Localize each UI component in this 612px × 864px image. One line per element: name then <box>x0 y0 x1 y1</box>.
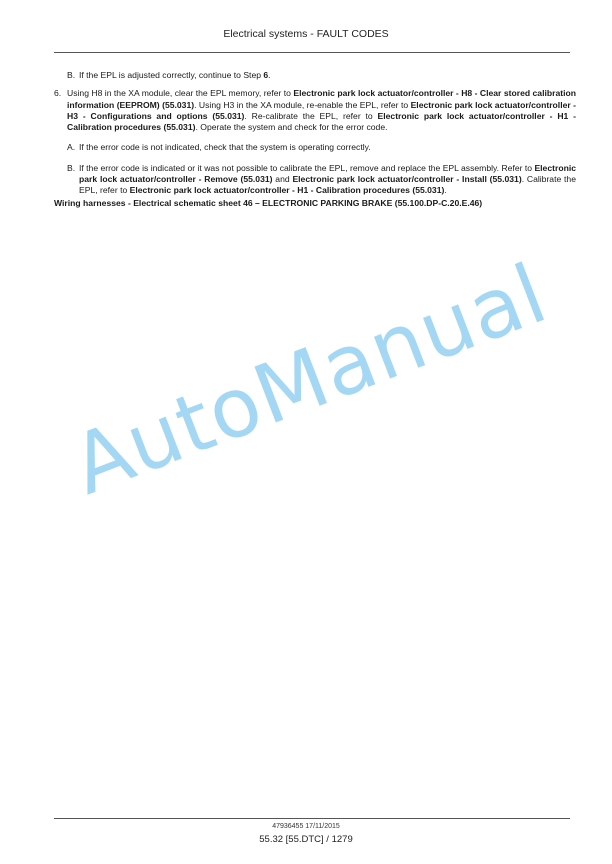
step-text: and <box>272 174 293 185</box>
step-text-end: . <box>268 70 271 80</box>
step-6b <box>54 163 576 197</box>
step-text: . <box>444 185 447 196</box>
watermark-logo: AutoManual <box>60 246 560 514</box>
step-text: . Operate the system and check for the error code. <box>195 122 388 133</box>
document-body <box>54 70 576 209</box>
step-text: . Re-calibrate the EPL, refer to <box>244 110 378 121</box>
procedure-link-h8[interactable]: Electronic park lock actuator/controller - H8 - Clear stored calibration information (EEPROM) (55.031) <box>67 88 576 110</box>
step-text: If the error code is indicated or it was not possible to calibrate the EPL, remove and replace the EPL assembly. Refer to <box>79 162 535 173</box>
step-text: Using H8 in the XA module, clear the EPL memory, refer to <box>67 88 294 99</box>
footer-divider <box>54 818 570 819</box>
step-text: If the EPL is adjusted correctly, continue to Step <box>79 70 264 80</box>
page-number: 55.32 [55.DTC] / 1279 <box>259 834 353 845</box>
step-marker: 6. <box>54 88 62 99</box>
step-6 <box>54 88 576 133</box>
step-marker: B. <box>67 70 76 80</box>
step-marker: A. <box>67 142 76 153</box>
document-code: 47936455 17/11/2015 <box>272 823 340 830</box>
step-6a <box>54 142 576 153</box>
step-text: . Using H3 in the XA module, re-enable the EPL, refer to <box>194 99 411 110</box>
header-divider <box>54 52 570 53</box>
procedure-link-h1-calibration[interactable]: Electronic park lock actuator/controller - H1 - Calibration procedures (55.031) <box>129 185 445 196</box>
wiring-harness-link[interactable]: Wiring harnesses - Electrical schematic sheet 46 – ELECTRONIC PARKING BRAKE (55.100.DP-C.20.E.46) <box>54 197 483 208</box>
step-reference: 6 <box>263 70 269 80</box>
procedure-link-remove[interactable]: Electronic park lock actuator/controller - Remove (55.031) <box>79 162 576 185</box>
page-header-title: Electrical systems - FAULT CODES <box>223 28 389 40</box>
step-b-continue <box>54 70 576 81</box>
step-text: . Calibrate the EPL, refer to <box>79 174 576 196</box>
procedure-link-h1[interactable]: Electronic park lock actuator/controller - H1 - Calibration procedures (55.031) <box>67 110 577 133</box>
procedure-link-h3[interactable]: Electronic park lock actuator/controller - H3 - Configurations and options (55.031) <box>67 99 576 121</box>
step-text: If the error code is not indicated, check that the system is operating correctly. <box>79 142 371 153</box>
step-marker: B. <box>67 162 76 173</box>
procedure-link-install[interactable]: Electronic park lock actuator/controller - Install (55.031) <box>292 174 522 185</box>
